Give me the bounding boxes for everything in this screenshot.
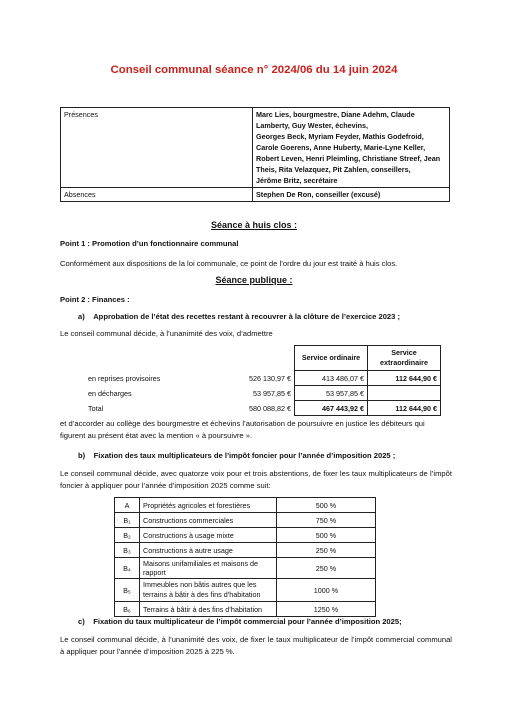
tax-label: Constructions commerciales bbox=[140, 513, 277, 528]
tax-code: B₂ bbox=[115, 528, 140, 543]
item-b-text: Le conseil communal décide, avec quatorze voix pour et trois abstentions, de fixer les taux multiplicateurs de l’impôt foncier à appliquer pour l’année d’imposition 2025 comme suit: bbox=[60, 469, 452, 490]
tax-label: Constructions à usage mixte bbox=[140, 528, 277, 543]
finance-row-ordinary: 53 957,85 € bbox=[295, 386, 368, 401]
finance-row-total: 580 088,82 € bbox=[249, 403, 291, 413]
present-members-line: Marc Lies, bourgmestre, Diane Adehm, Claude Lamberty, Guy Wester, échevins, bbox=[256, 110, 415, 130]
point2-label: Point 2 : Finances : bbox=[60, 295, 130, 304]
finance-row bbox=[60, 371, 441, 386]
item-a-intro: Le conseil communal décide, à l’unanimité des voix, d’admettre bbox=[60, 329, 273, 338]
finance-row-label: en décharges bbox=[88, 388, 132, 398]
closed-session-heading: Séance à huis clos : bbox=[210, 220, 298, 230]
finance-row-ordinary: 413 486,07 € bbox=[295, 371, 368, 386]
tax-label: Constructions à autre usage bbox=[140, 543, 277, 558]
tax-rate: 1000 % bbox=[277, 579, 376, 602]
absent-label: Absences bbox=[61, 188, 253, 202]
tax-label: Propriétés agricoles et forestières bbox=[140, 498, 277, 513]
finance-row-label: Total bbox=[88, 403, 104, 413]
tax-rate-row bbox=[115, 498, 376, 513]
tax-rate: 500 % bbox=[277, 498, 376, 513]
tax-rate-row bbox=[115, 513, 376, 528]
public-session-heading: Séance publique : bbox=[215, 275, 293, 285]
document-title: Conseil communal séance n° 2024/06 du 14 juin 2024 bbox=[110, 64, 398, 76]
finance-row-total: 526 130,97 € bbox=[249, 373, 291, 383]
tax-rate-row bbox=[115, 528, 376, 543]
tax-code: B₁ bbox=[115, 513, 140, 528]
header-extraordinary: Service extraordinaire bbox=[368, 346, 441, 371]
tax-rate: 250 % bbox=[277, 558, 376, 579]
item-b-title: b) Fixation des taux multiplicateurs de l’impôt foncier pour l’année d’imposition 2025 ; bbox=[78, 451, 396, 460]
tax-rate-row bbox=[115, 543, 376, 558]
tax-code: B₅ bbox=[115, 579, 140, 602]
item-c-title: c) Fixation du taux multiplicateur de l’impôt commercial pour l’année d’imposition 2025; bbox=[78, 617, 402, 626]
item-c-text: Le conseil communal décide, à l’unanimité des voix, de fixer le taux multiplicateur de l’impôt commercial communal à appliquer pour l’année d’imposition 2025 à 225 %. bbox=[60, 635, 452, 656]
point1-label: Point 1 : Promotion d’un fonctionnaire communal bbox=[60, 239, 239, 248]
finance-header-row bbox=[60, 346, 441, 371]
header-ordinary: Service ordinaire bbox=[295, 346, 368, 371]
finance-table bbox=[60, 345, 441, 416]
finance-row bbox=[60, 386, 441, 401]
item-a-title: a) Approbation de l’état des recettes restant à recouvrer à la clôture de l’exercice 2023 ; bbox=[78, 312, 401, 321]
finance-row-label: en reprises provisoires bbox=[88, 373, 161, 383]
tax-label: Immeubles non bâtis autres que les terrains à bâtir à des fins d’habitation bbox=[140, 579, 277, 602]
present-members-line: Jérôme Britz, secrétaire bbox=[256, 176, 338, 185]
finance-row-extraordinary: 112 644,90 € bbox=[368, 371, 441, 386]
present-label: Présences bbox=[61, 108, 253, 188]
finance-row-total: 53 957,85 € bbox=[253, 388, 291, 398]
tax-code: B₄ bbox=[115, 558, 140, 579]
tax-label: Maisons unifamiliales et maisons de rapport bbox=[140, 558, 277, 579]
item-a-outro: et d’accorder au collège des bourgmestre et échevins l’autorisation de poursuivre en justice les débiteurs qui figurent au présent état avec la mention « à poursuivre ». bbox=[60, 419, 425, 440]
finance-row-total bbox=[60, 401, 441, 416]
finance-row-extraordinary bbox=[368, 386, 441, 401]
tax-rate-row bbox=[115, 558, 376, 579]
tax-rate: 1250 % bbox=[277, 602, 376, 617]
attendance-row-present bbox=[61, 108, 450, 188]
tax-rate-table bbox=[114, 497, 376, 617]
present-members-line: Georges Beck, Myriam Feyder, Mathis Godefroid, Carole Goerens, Anne Huberty, Marie-Lyne Keller, Robert Leven, Henri Pleimling, Christiane Streef, Jean Theis, Rita Velazquez, Pit Zahlen, conseillers, bbox=[256, 132, 441, 174]
point1-text: Conformément aux dispositions de la loi communale, ce point de l’ordre du jour est traité à huis clos. bbox=[60, 259, 398, 268]
attendance-row-absent bbox=[61, 188, 450, 202]
tax-code: A bbox=[115, 498, 140, 513]
tax-code: B₃ bbox=[115, 543, 140, 558]
tax-rate: 750 % bbox=[277, 513, 376, 528]
tax-rate-row bbox=[115, 602, 376, 617]
tax-rate: 250 % bbox=[277, 543, 376, 558]
attendance-table bbox=[60, 107, 450, 202]
tax-rate-row bbox=[115, 579, 376, 602]
present-members bbox=[253, 108, 450, 188]
tax-label: Terrains à bâtir à des fins d’habitation bbox=[140, 602, 277, 617]
tax-rate: 500 % bbox=[277, 528, 376, 543]
tax-code: B₆ bbox=[115, 602, 140, 617]
finance-row-ordinary: 467 443,92 € bbox=[295, 401, 368, 416]
finance-row-extraordinary: 112 644,90 € bbox=[368, 401, 441, 416]
absent-members: Stephen De Ron, conseiller (excusé) bbox=[253, 188, 450, 202]
